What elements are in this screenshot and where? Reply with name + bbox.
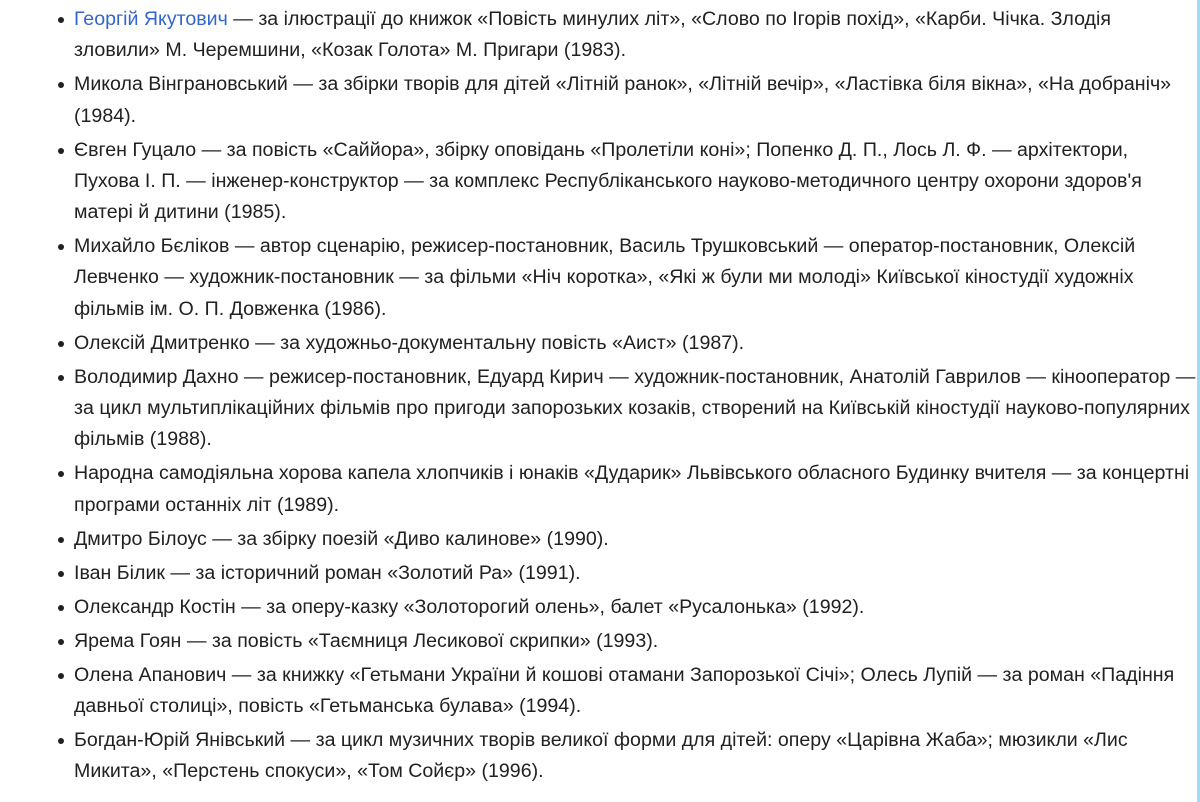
bullet-icon [58,673,64,679]
bullet-icon [58,148,64,154]
list-item [74,4,1196,67]
list-item [74,458,1196,521]
list-item-text: Олексій Дмитренко — за художньо-документальну повість «Аист» (1987). [74,331,745,354]
list-item-text: — за ілюстрації до книжок «Повість минулих літ», «Слово по Ігорів похід», «Карби. Чічка. Злодія зловили» М. Черемшини, «Козак Голота» М. Пригари (1983). [74,8,1111,62]
bullet-icon [58,537,64,543]
bullet-icon [58,82,64,88]
list-item [74,231,1196,325]
list-item-text: Олена Апанович — за книжку «Гетьмани України й кошові отамани Запорозької Січі»; Олесь Лупій — за роман «Падіння давньої столиці», повість «Гетьманська булава» (1994). [74,663,1175,717]
list-item-text: Олександр Костін — за оперу-казку «Золоторогий олень», балет «Русалонька» (1992). [74,595,865,618]
laureate-link[interactable]: Георгій Якутович [74,8,228,30]
laureates-list [74,0,1196,790]
list-item-text: Микола Вінграновський — за збірки творів для дітей «Літній ранок», «Літній вечір», «Ластівка біля вікна», «На добраніч» (1984). [74,73,1172,127]
list-item [74,660,1196,723]
bullet-icon [58,571,64,577]
list-item-text: Михайло Бєліков — автор сценарію, режисер-постановник, Василь Трушковський — оператор-постановник, Олексій Левченко — художник-постановник — за фільми «Ніч коротка», «Які ж були ми молоді» Київської кіностудії художніх фільмів ім. О. П. Довженка (1986). [74,235,1136,320]
list-item [74,725,1196,788]
list-item [74,626,1196,657]
bullet-icon [58,639,64,645]
list-item [74,135,1196,229]
list-item-text: Дмитро Білоус — за збірку поезій «Диво калинове» (1990). [74,527,609,550]
bullet-icon [58,17,64,23]
bullet-icon [58,738,64,744]
list-item-text: Народна самодіяльна хорова капела хлопчиків і юнаків «Дударик» Львівського обласного Будинку вчителя — за концертні програми останніх літ (1989). [74,462,1190,516]
bullet-icon [58,605,64,611]
list-item-text: Володимир Дахно — режисер-постановник, Едуард Кирич — художник-постановник, Анатолій Гаврилов — кінооператор — за цикл мультиплікаційних фільмів про пригоди запорозьких козаків, створений на Київській кіностудії науково-популярних фільмів (1988). [74,365,1196,451]
list-item [74,524,1196,555]
list-item [74,362,1196,456]
bullet-icon [58,471,64,477]
list-item [74,558,1196,589]
list-item-text: Богдан-Юрій Янівський — за цикл музичних творів великої форми для дітей: оперу «Царівна Жаба»; мюзикли «Лис Микита», «Перстень спокуси», «Том Сойєр» (1996). [74,728,1128,783]
list-item-text: Іван Білик — за історичний роман «Золотий Ра» (1991). [74,561,581,584]
list-item [74,328,1196,359]
list-item-text: Євген Гуцало — за повість «Саййора», збірку оповідань «Пролетіли коні»; Попенко Д. П., Лось Л. Ф. — архітектори, Пухова І. П. — інженер-конструктор — за комплекс Республіканського науково-методичного центру охорони здоров'я матері й дитини (1985). [74,138,1142,224]
list-item [74,592,1196,623]
bullet-icon [58,341,64,347]
list-item [74,69,1196,132]
bullet-icon [58,244,64,250]
bullet-icon [58,375,64,381]
list-item-text: Ярема Гоян — за повість «Таємниця Лесикової скрипки» (1993). [74,629,659,652]
